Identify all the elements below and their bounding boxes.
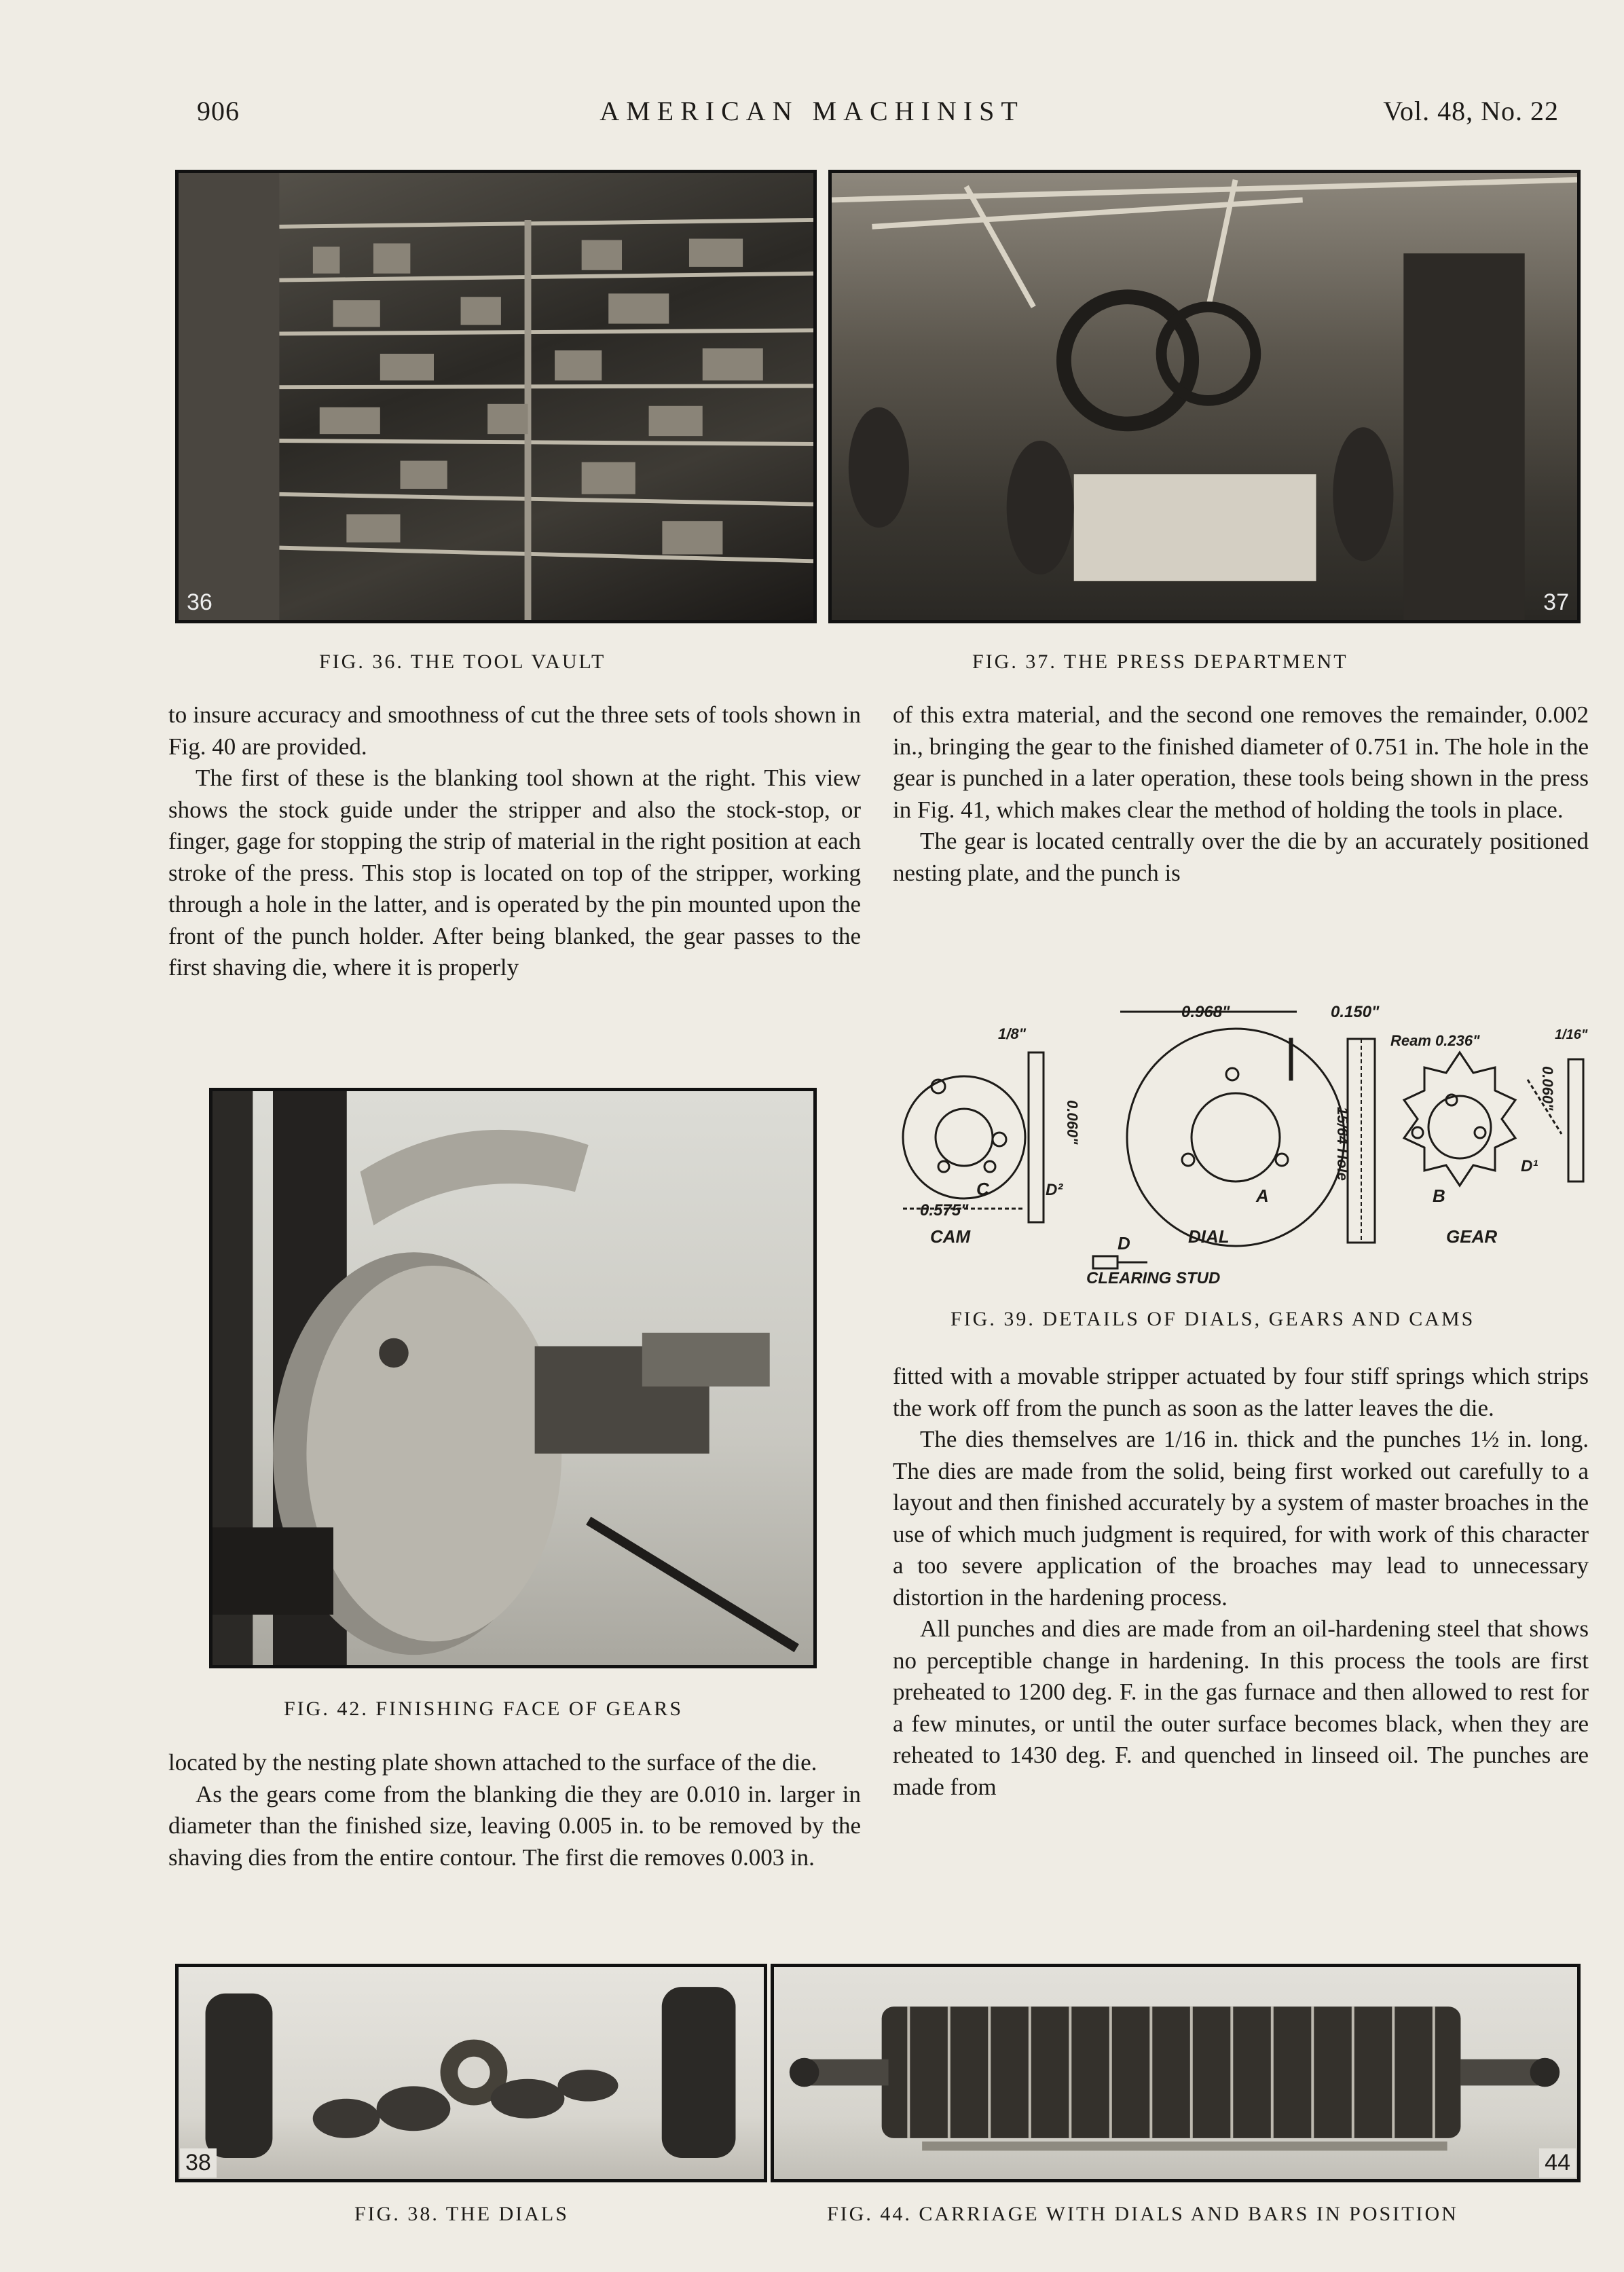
fig38-caption: FIG. 38. THE DIALS — [354, 2203, 569, 2225]
fig39-label-clearing-stud: CLEARING STUD — [1086, 1269, 1221, 1287]
paragraph: to insure accuracy and smoothness of cut the three sets of tools shown in Fig. 40 are provided. — [168, 701, 861, 760]
paragraph: located by the nesting plate shown attached to the surface of the die. — [168, 1749, 817, 1776]
fig39-label-dial: DIAL — [1188, 1226, 1230, 1247]
column1-bottom-text — [168, 1747, 861, 1873]
paragraph: The gear is located centrally over the die by an accurately positioned nesting plate, and the punch is — [893, 828, 1589, 886]
fig39-label-b: B — [1433, 1186, 1445, 1206]
fig39-dim-eighth: 1/8" — [998, 1025, 1027, 1042]
fig39-dim-0060a: 0.060" — [1064, 1100, 1081, 1145]
paragraph: As the gears come from the blanking die they are 0.010 in. larger in diameter than the finished size, leaving 0.005 in. to be removed by the shaving dies from the entire contour. The first die removes 0.003 in. — [168, 1780, 861, 1871]
fig36-caption: FIG. 36. THE TOOL VAULT — [319, 651, 606, 673]
fig37-caption: FIG. 37. THE PRESS DEPARTMENT — [972, 651, 1348, 673]
grinder-illustration — [213, 1091, 813, 1665]
fig36-photo-tool-vault — [175, 170, 817, 623]
page-number: 906 — [197, 96, 240, 126]
press-room-illustration — [832, 173, 1577, 620]
fig39-label-hole: 15/64 Hole — [1334, 1107, 1351, 1181]
paragraph: The dies themselves are 1/16 in. thick and the punches 1½ in. long. The dies are made from the solid, being first worked out carefully to a layout and then finished accurately by a system of master broaches in the use of which much judgment is required, for with work of this character a too severe application of the broaches may lead to unnecessary distortion in the hardening process. — [893, 1426, 1589, 1611]
paragraph: All punches and dies are made from an oil-hardening steel that shows no perceptible change in hardening. In this process the tools are first preheated to 1200 deg. F. in the gas furnace and then allowed to rest for a few minutes, or until the outer surface becomes black, when they are reheated to 1430 deg. F. and quenched in linseed oil. The punches are made from — [893, 1615, 1589, 1800]
fig39-caption: FIG. 39. DETAILS OF DIALS, GEARS AND CAMS — [951, 1308, 1475, 1330]
shelves-illustration — [179, 173, 813, 620]
fig39-dim-0968: 0.968" — [1181, 1003, 1230, 1021]
fig39-label-a: A — [1256, 1186, 1269, 1206]
fig39-dim-0060b: 0.060" — [1539, 1066, 1556, 1111]
paragraph: of this extra material, and the second one removes the remainder, 0.002 in., bringing the gear to the finished diameter of 0.751 in. The hole in the gear is punched in a later operation, these tools being shown in the press in Fig. 41, which makes clear the method of holding the tools in place. — [893, 701, 1589, 823]
fig39-dim-0150: 0.150" — [1331, 1003, 1380, 1021]
paragraph: fitted with a movable stripper actuated by four stiff springs which strips the work off from the punch as soon as the latter leaves the die. — [893, 1363, 1589, 1421]
dials-gears-cams-drawing — [889, 998, 1595, 1297]
fig39-label-c: C — [976, 1179, 989, 1199]
fig39-label-d: D — [1118, 1233, 1130, 1253]
paragraph: The first of these is the blanking tool shown at the right. This view shows the stock guide under the stripper and also the stock-stop, or finger, gage for stopping the strip of material in the right position at each stroke of the press. This stop is located on top of the stripper, working through a hole in the latter, and is operated by the pin mounted upon the front of the punch holder. After being blanked, the gear passes to the first shaving die, where it is properly — [168, 765, 861, 981]
fig39-dim-sixteenth: 1/16" — [1555, 1027, 1588, 1042]
fig42-photo-finishing-face — [209, 1088, 817, 1668]
fig39-label-ream: Ream 0.236" — [1390, 1032, 1480, 1049]
fig44-number: 44 — [1539, 2148, 1576, 2178]
dials-illustration — [179, 1967, 764, 2179]
journal-title: AMERICAN MACHINIST — [599, 96, 1025, 126]
fig42-caption: FIG. 42. FINISHING FACE OF GEARS — [284, 1698, 683, 1720]
fig44-photo-carriage — [771, 1964, 1581, 2182]
column1-top-text — [168, 699, 861, 984]
fig39-label-d1: D¹ — [1521, 1157, 1538, 1175]
fig36-number: 36 — [187, 589, 213, 615]
fig39-label-gear: GEAR — [1446, 1226, 1498, 1247]
column2-bottom-text — [893, 1361, 1589, 1803]
fig38-number: 38 — [180, 2148, 217, 2178]
volume-issue: Vol. 48, No. 22 — [1383, 96, 1559, 126]
fig44-caption: FIG. 44. CARRIAGE WITH DIALS AND BARS IN POSITION — [827, 2203, 1458, 2225]
fig39-label-cam: CAM — [930, 1226, 971, 1247]
column2-top-text — [893, 699, 1589, 889]
fig37-number: 37 — [1543, 589, 1569, 615]
fig37-photo-press-department — [828, 170, 1581, 623]
fig39-drawing — [889, 998, 1595, 1297]
fig39-label-d2: D² — [1046, 1181, 1063, 1199]
fig38-photo-dials — [175, 1964, 767, 2182]
fig39-dim-0575: 0.575" — [920, 1201, 969, 1220]
carriage-illustration — [774, 1967, 1577, 2179]
